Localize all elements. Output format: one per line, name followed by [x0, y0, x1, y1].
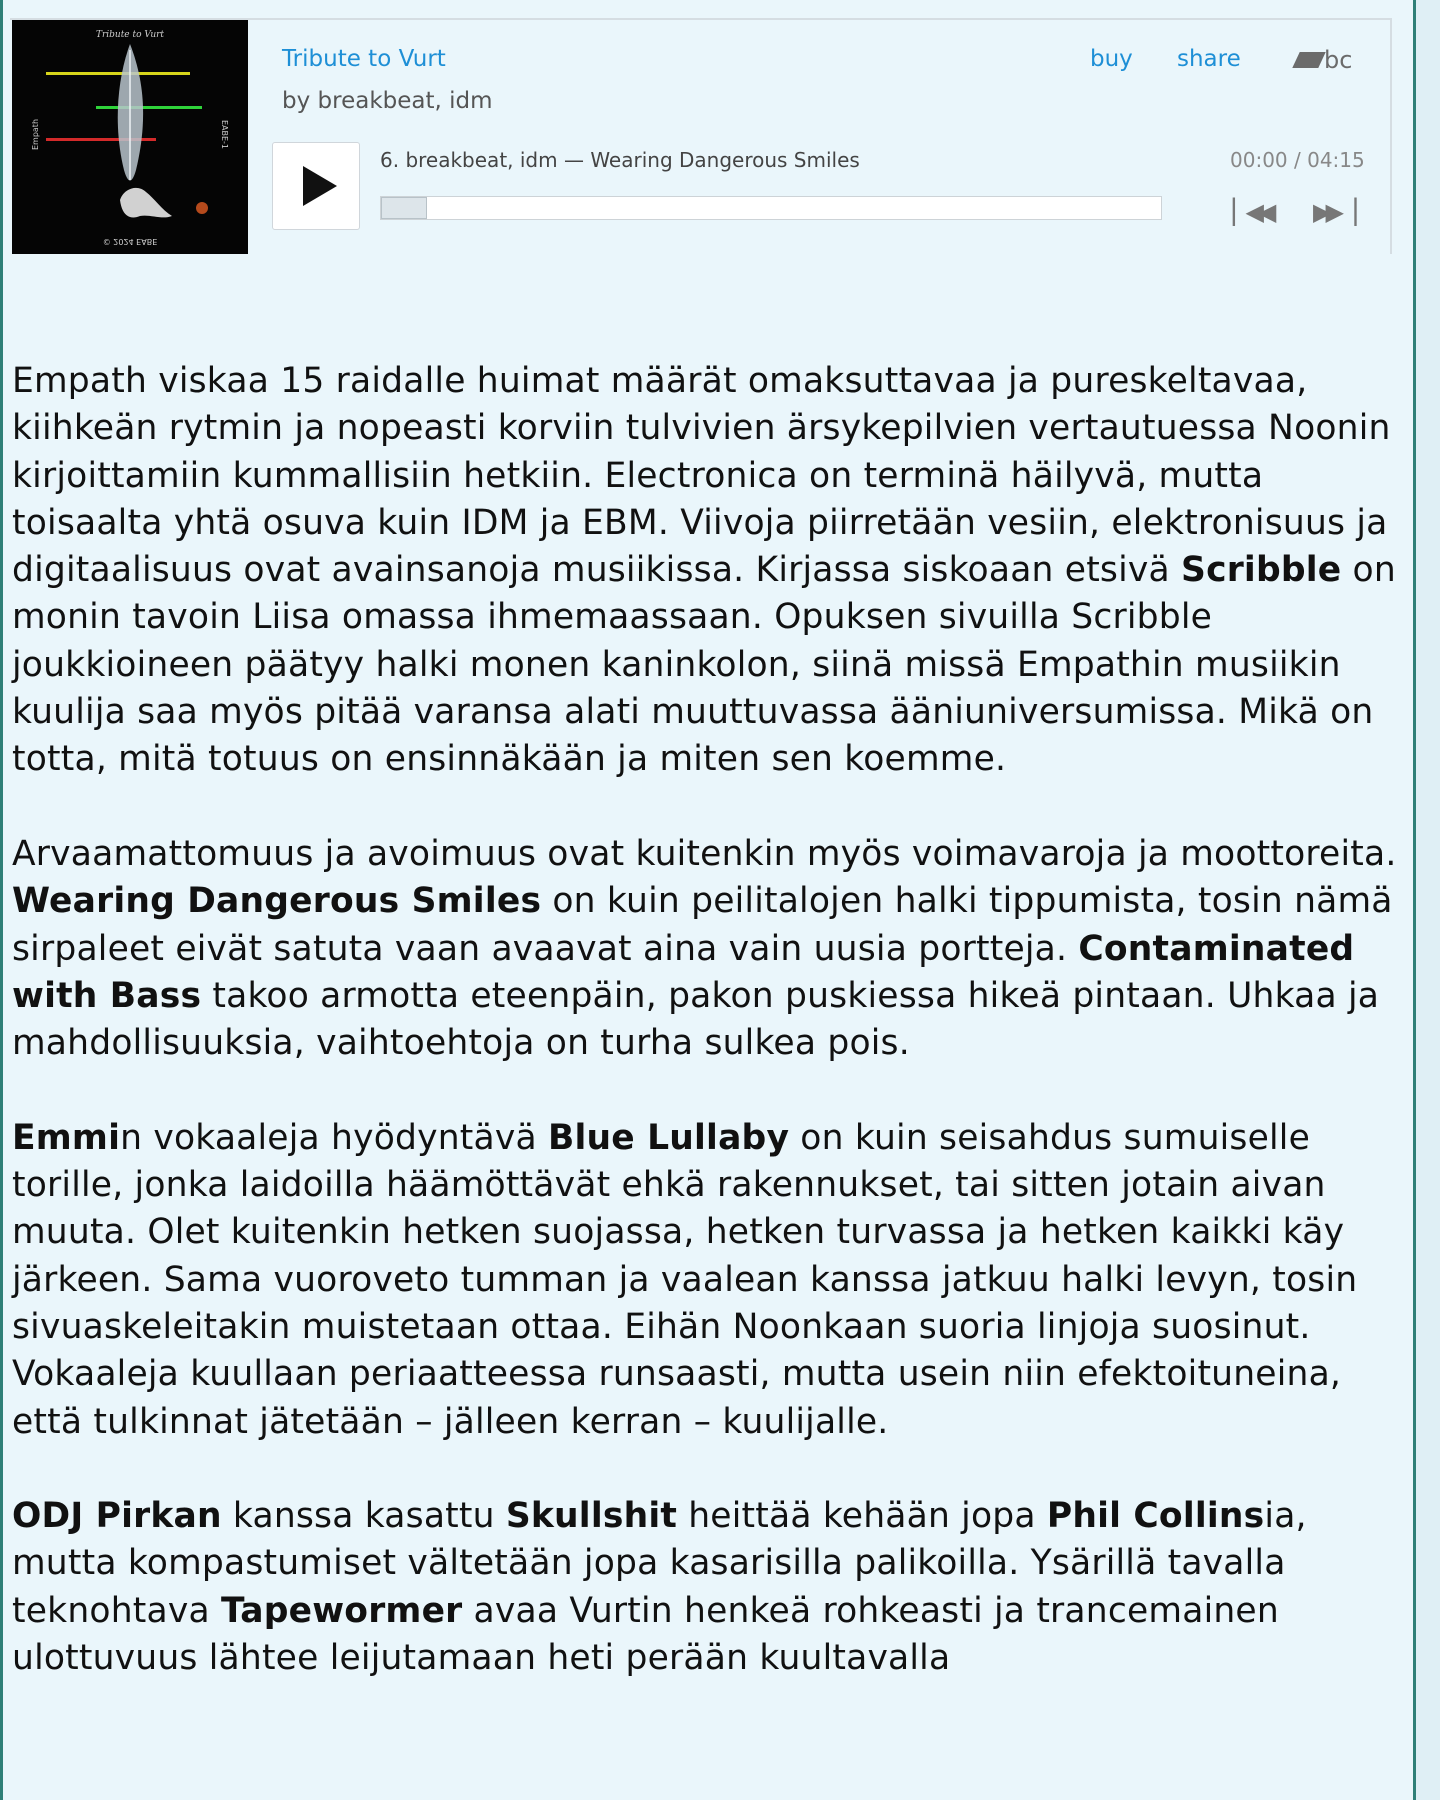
paragraph-text: on kuin seisahdus sumuiselle torille, jonka laidoilla häämöttävät ehkä rakennukset, tai sitten jotain aivan muuta. Olet kuitenkin hetken suojassa, hetken turvassa ja hetken kaikki käy järkeen. Sama vuoroveto tumman ja vaalean kanssa jatkuu halki levyn, tosin sivuaskeleitakin muistetaan ottaa. Eihän Noonkaan suoria linjoja suosinut. Vokaaleja kuullaan periaatteessa runsaasti, mutta usein niin efektoituneina, että tulkinnat jätetään – jälleen kerran – kuulijalle.: [12, 1117, 1358, 1442]
bandcamp-logo-icon: [1292, 52, 1325, 68]
album-art[interactable]: [12, 20, 248, 254]
album-art-catalog-text: EABE-1: [220, 119, 230, 150]
bold-term: Scribble: [1181, 550, 1342, 591]
paragraph-text: kanssa kasattu: [221, 1496, 506, 1537]
page-border-left: [0, 0, 3, 1800]
bold-term: Contaminated with Bass: [12, 928, 1355, 1016]
album-title-link[interactable]: Tribute to Vurt: [282, 46, 446, 72]
paragraph-text: Empath viskaa 15 raidalle huimat määrät omaksuttavaa ja pureskeltavaa, kiihkeän rytmin ja nopeasti korviin tulvivien ärsykepilvien vertautuessa Noonin kirjoittamiin kummallisiin hetkiin. Electronica on terminä häilyvä, mutta toisaalta yhtä osuva kuin IDM ja EBM. Viivoja piirretään vesiin, elektronisuus ja digitaalisuus ovat avainsanoja musiikissa. Kirjassa siskoaan etsivä: [12, 361, 1391, 591]
review-article: [12, 358, 1407, 1730]
paragraph-text: n vokaaleja hyödyntävä: [120, 1117, 548, 1158]
paragraph-text: Arvaamattomuus ja avoimuus ovat kuitenkin myös voimavaroja ja moottoreita.: [12, 833, 1397, 874]
article-paragraph: [12, 1115, 1407, 1446]
share-link[interactable]: share: [1177, 46, 1241, 72]
paragraph-text: heittää kehään jopa: [677, 1496, 1047, 1537]
feather-image: [12, 20, 248, 254]
bandcamp-logo-text: bc: [1324, 46, 1353, 74]
bold-term: Tapewormer: [220, 1590, 463, 1631]
article-paragraph: [12, 1493, 1407, 1682]
album-artist: by breakbeat, idm: [282, 88, 493, 114]
previous-track-icon[interactable]: ▏◀◀: [1233, 198, 1271, 226]
play-icon: [303, 166, 337, 206]
article-paragraph: [12, 358, 1407, 784]
buy-link[interactable]: buy: [1090, 46, 1133, 72]
bold-term: ODJ Pirkan: [12, 1496, 222, 1537]
bold-term: Wearing Dangerous Smiles: [12, 881, 542, 922]
bandcamp-logo[interactable]: [1296, 46, 1352, 74]
paragraph-text: takoo armotta eteenpäin, pakon puskiessa hikeä pintaan. Uhkaa ja mahdollisuuksia, vaihtoehtoja on turha sulkea pois.: [12, 975, 1380, 1064]
article-paragraph: [12, 831, 1407, 1067]
bold-term: Emmi: [12, 1117, 121, 1158]
progress-handle[interactable]: [381, 197, 427, 219]
paragraph-text: on kuin peilitalojen halki tippumista, tosin nämä sirpaleet eivät satuta vaan avaavat aina vain uusia portteja.: [12, 881, 1393, 969]
bold-term: Skullshit: [505, 1496, 678, 1537]
play-button[interactable]: [272, 142, 360, 230]
bold-term: Blue Lullaby: [547, 1117, 790, 1158]
progress-bar[interactable]: [380, 196, 1162, 220]
track-time: 00:00 / 04:15: [1230, 148, 1365, 172]
paragraph-text: ia, mutta kompastumiset vältetään jopa kasarisilla palikoilla. Ysärillä tavalla teknohtava: [12, 1496, 1307, 1631]
album-art-copyright: © 2024 EABE: [102, 237, 158, 246]
paragraph-text: avaa Vurtin henkeä rohkeasti ja trancemainen ulottuvuus lähtee leijutamaan heti perään kuultavalla: [12, 1590, 1279, 1679]
bold-term: Phil Collins: [1046, 1496, 1265, 1537]
next-track-icon[interactable]: ▶▶▕: [1313, 198, 1351, 226]
album-art-artist-text: Empath: [31, 118, 41, 151]
current-track: 6. breakbeat, idm — Wearing Dangerous Smiles: [380, 148, 860, 172]
album-art-title: Tribute to Vurt: [95, 30, 165, 40]
page-margin-right: [1416, 0, 1440, 1800]
paragraph-text: on monin tavoin Liisa omassa ihmemaassaan. Opuksen sivuilla Scribble joukkioineen päätyy halki monen kaninkolon, siinä missä Empathin musiikin kuulija saa myös pitää varansa alati muuttuvassa ääniuniversumissa. Mikä on totta, mitä totuus on ensinnäkään ja miten sen koemme.: [12, 550, 1396, 780]
